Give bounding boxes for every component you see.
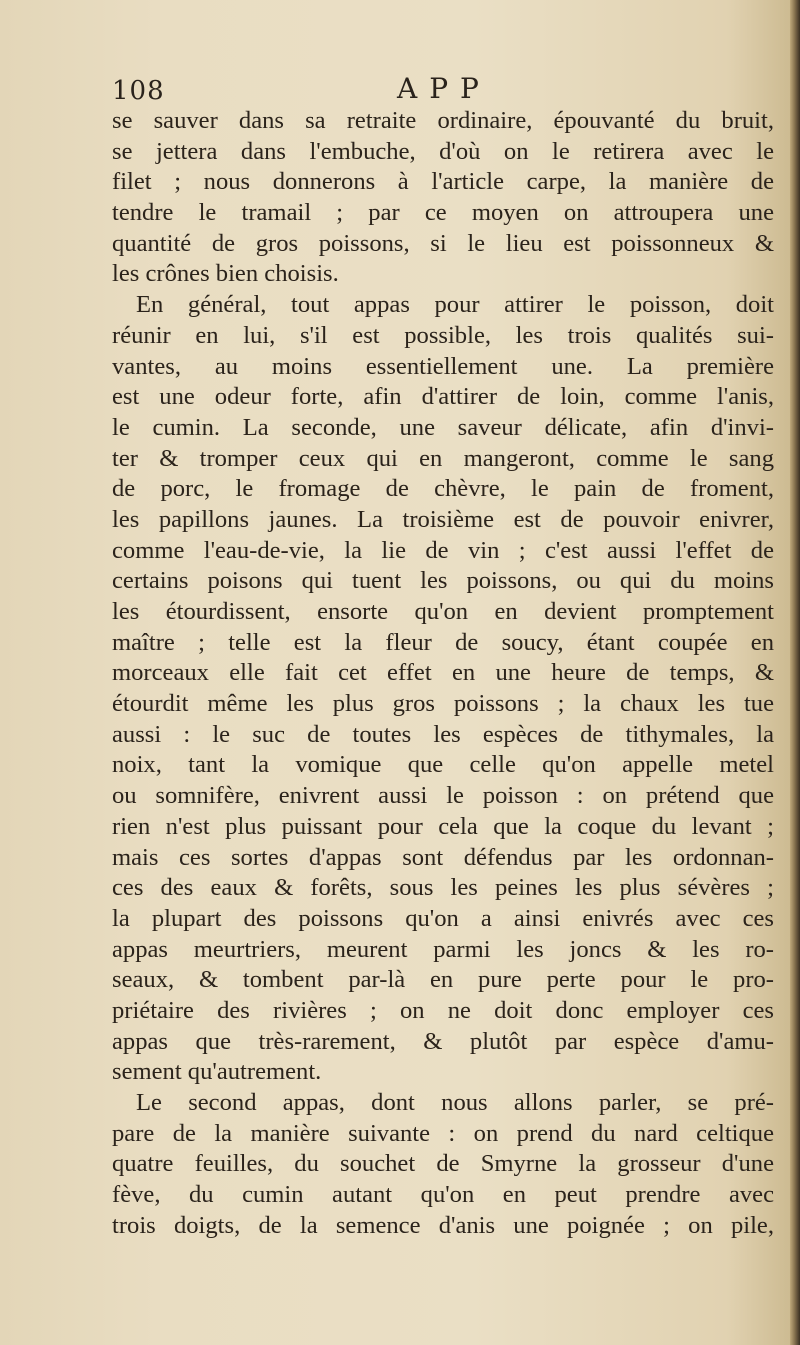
text-line: aussi : le suc de toutes les espèces de tithymales, la	[112, 720, 774, 748]
text-line: sement qu'autrement.	[112, 1058, 322, 1086]
text-line: filet ; nous donnerons à l'article carpe, la manière de	[112, 168, 774, 196]
running-head: APP	[397, 72, 491, 105]
text-line: ces des eaux & forêts, sous les peines les plus sévères ;	[112, 874, 774, 902]
text-line: quatre feuilles, du souchet de Smyrne la grosseur d'une	[112, 1150, 774, 1178]
page-number: 108	[112, 76, 165, 106]
page-edge-shadow	[790, 0, 800, 1345]
text-line: appas meurtriers, meurent parmi les joncs & les ro-	[112, 935, 774, 963]
text-line: morceaux elle fait cet effet en une heure de temps, &	[112, 659, 774, 687]
text-line: trois doigts, de la semence d'anis une poignée ; on pile,	[112, 1211, 774, 1239]
text-line: étourdit même les plus gros poissons ; la chaux les tue	[112, 690, 774, 718]
text-line: de porc, le fromage de chèvre, le pain de froment,	[112, 475, 774, 503]
text-line: seaux, & tombent par-là en pure perte pour le pro-	[112, 966, 774, 994]
text-line: tendre le tramail ; par ce moyen on attroupera une	[112, 199, 774, 227]
text-line: se sauver dans sa retraite ordinaire, épouvanté du bruit,	[112, 107, 774, 134]
text-line: comme l'eau-de-vie, la lie de vin ; c'est aussi l'effet de	[112, 536, 774, 564]
text-line: la plupart des poissons qu'on a ainsi enivrés avec ces	[112, 904, 774, 932]
text-line: fève, du cumin autant qu'on en peut prendre avec	[112, 1181, 774, 1209]
text-line: En général, tout appas pour attirer le poisson, doit	[136, 291, 774, 319]
text-line: les étourdissent, ensorte qu'on en devient promptement	[112, 598, 774, 625]
text-line: maître ; telle est la fleur de soucy, étant coupée en	[112, 628, 774, 656]
text-line: Le second appas, dont nous allons parler, se pré-	[136, 1089, 774, 1116]
text-line: appas que très-rarement, & plutôt par espèce d'amu-	[112, 1027, 774, 1055]
page-header	[112, 70, 772, 110]
text-line: vantes, au moins essentiellement une. La première	[112, 352, 774, 380]
text-line: certains poisons qui tuent les poissons, ou qui du moins	[112, 567, 774, 595]
text-line: quantité de gros poissons, si le lieu est poissonneux &	[112, 229, 774, 257]
text-line: noix, tant la vomique que celle qu'on appelle metel	[112, 751, 774, 779]
text-line: les crônes bien choisis.	[112, 260, 339, 288]
text-line: mais ces sortes d'appas sont défendus par les ordonnan-	[112, 843, 774, 871]
body-text	[112, 106, 774, 1241]
text-line: est une odeur forte, afin d'attirer de loin, comme l'anis,	[112, 383, 774, 411]
text-line: pare de la manière suivante : on prend du nard celtique	[112, 1119, 774, 1147]
text-line: rien n'est plus puissant pour cela que la coque du levant ;	[112, 812, 774, 840]
text-line: ter & tromper ceux qui en mangeront, comme le sang	[112, 444, 774, 472]
text-line: les papillons jaunes. La troisième est de pouvoir enivrer,	[112, 505, 774, 533]
text-line: se jettera dans l'embuche, d'où on le retirera avec le	[112, 137, 774, 165]
text-line: le cumin. La seconde, une saveur délicate, afin d'invi-	[112, 413, 774, 441]
text-line: ou somnifère, enivrent aussi le poisson : on prétend que	[112, 782, 774, 810]
text-line: priétaire des rivières ; on ne doit donc employer ces	[112, 996, 774, 1024]
text-line: réunir en lui, s'il est possible, les trois qualités sui-	[112, 321, 774, 349]
